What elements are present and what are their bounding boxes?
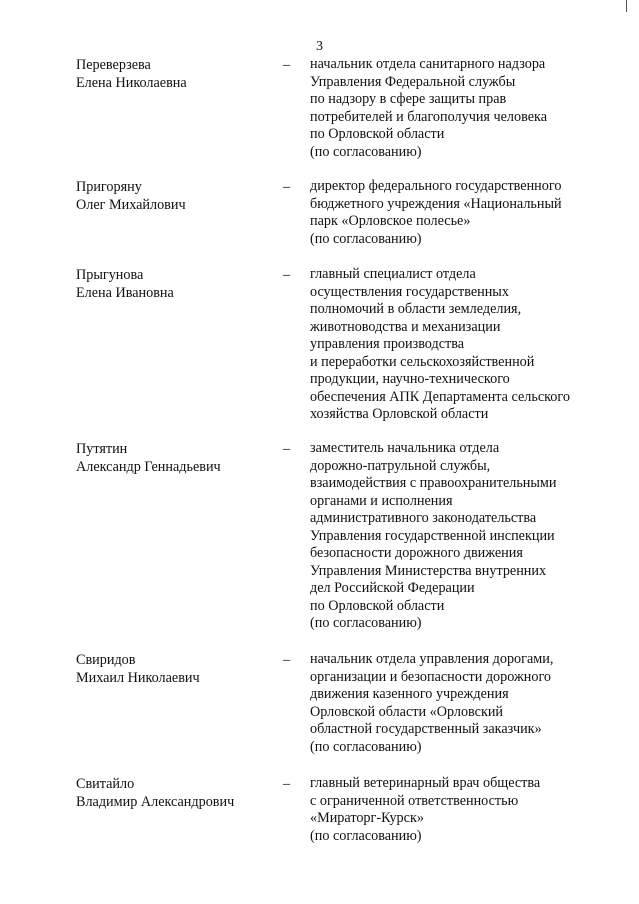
member-name (76, 266, 276, 302)
dash-separator: – (283, 776, 291, 792)
position-line: заместитель начальника отдела (310, 440, 500, 456)
position-line: движения казенного учреждения (310, 686, 509, 702)
position-line: обеспечения АПК Департамента сельского (310, 388, 570, 405)
position-line: дел Российской Федерации (310, 580, 475, 596)
position-line: взаимодействия с правоохранительными (310, 475, 557, 491)
position-line: парк «Орловское полесье» (310, 213, 471, 229)
member-given-name: Владимир Александрович (76, 794, 235, 810)
position-line: по надзору в сфере защиты прав (310, 91, 507, 107)
position-line: хозяйства Орловской области (310, 406, 489, 422)
dash-separator: – (283, 441, 291, 457)
position-line: по Орловской области (310, 126, 445, 142)
position-line: административного законодательства (310, 510, 537, 526)
position-line: (по согласованию) (310, 230, 422, 247)
member-position (310, 178, 630, 248)
member-position (310, 440, 630, 633)
member-given-name: Александр Геннадьевич (76, 459, 221, 475)
member-given-name: Елена Ивановна (76, 285, 174, 301)
member-name (76, 775, 276, 811)
position-line: Орловской области «Орловский (310, 703, 504, 720)
position-line: областной государственный заказчик» (310, 721, 542, 737)
position-line: с ограниченной ответственностью (310, 792, 519, 809)
position-line: дорожно-патрульной службы, (310, 457, 491, 474)
position-line: безопасности дорожного движения (310, 545, 523, 561)
member-position (310, 56, 630, 161)
position-line: управления производства (310, 336, 465, 352)
dash-separator: – (283, 57, 291, 73)
position-line: главный ветеринарный врач общества (310, 775, 541, 791)
position-line: продукции, научно-технического (310, 371, 510, 387)
member-name (76, 178, 276, 214)
page-number: 3 (316, 39, 323, 54)
position-line: (по согласованию) (310, 738, 422, 755)
member-given-name: Михаил Николаевич (76, 670, 200, 686)
position-line: Управления государственной инспекции (310, 527, 555, 544)
member-name (76, 56, 276, 92)
position-line: начальник отдела санитарного надзора (310, 56, 546, 72)
dash-separator: – (283, 179, 291, 195)
position-line: главный специалист отдела (310, 266, 476, 282)
position-line: Управления Министерства внутренних (310, 562, 547, 579)
position-line: потребителей и благополучия человека (310, 108, 547, 125)
position-line: (по согласованию) (310, 143, 422, 160)
position-line: бюджетного учреждения «Национальный (310, 195, 562, 212)
dash-separator: – (283, 267, 291, 283)
position-line: начальник отдела управления дорогами, (310, 651, 554, 667)
member-name (76, 440, 276, 476)
member-surname: Свитайло (76, 776, 135, 792)
member-surname: Пригоряну (76, 179, 142, 195)
position-line: животноводства и механизации (310, 318, 501, 335)
corner-mark (626, 0, 627, 12)
member-position (310, 651, 630, 756)
position-line: Управления Федеральной службы (310, 73, 516, 90)
position-line: (по согласованию) (310, 827, 422, 844)
member-surname: Путятин (76, 441, 128, 457)
member-surname: Переверзева (76, 57, 151, 73)
member-given-name: Олег Михайлович (76, 197, 186, 213)
position-line: полномочий в области земледелия, (310, 301, 522, 317)
position-line: органами и исполнения (310, 492, 453, 509)
position-line: по Орловской области (310, 597, 445, 614)
member-name (76, 651, 276, 687)
member-position (310, 266, 630, 424)
position-line: осуществления государственных (310, 283, 509, 300)
position-line: организации и безопасности дорожного (310, 668, 552, 685)
position-line: «Мираторг-Курск» (310, 810, 424, 826)
member-position (310, 775, 630, 845)
position-line: (по согласованию) (310, 615, 422, 631)
member-given-name: Елена Николаевна (76, 75, 187, 91)
member-surname: Прыгунова (76, 267, 144, 283)
position-line: директор федерального государственного (310, 178, 562, 194)
dash-separator: – (283, 652, 291, 668)
position-line: и переработки сельскохозяйственной (310, 353, 535, 370)
member-surname: Свиридов (76, 652, 136, 668)
